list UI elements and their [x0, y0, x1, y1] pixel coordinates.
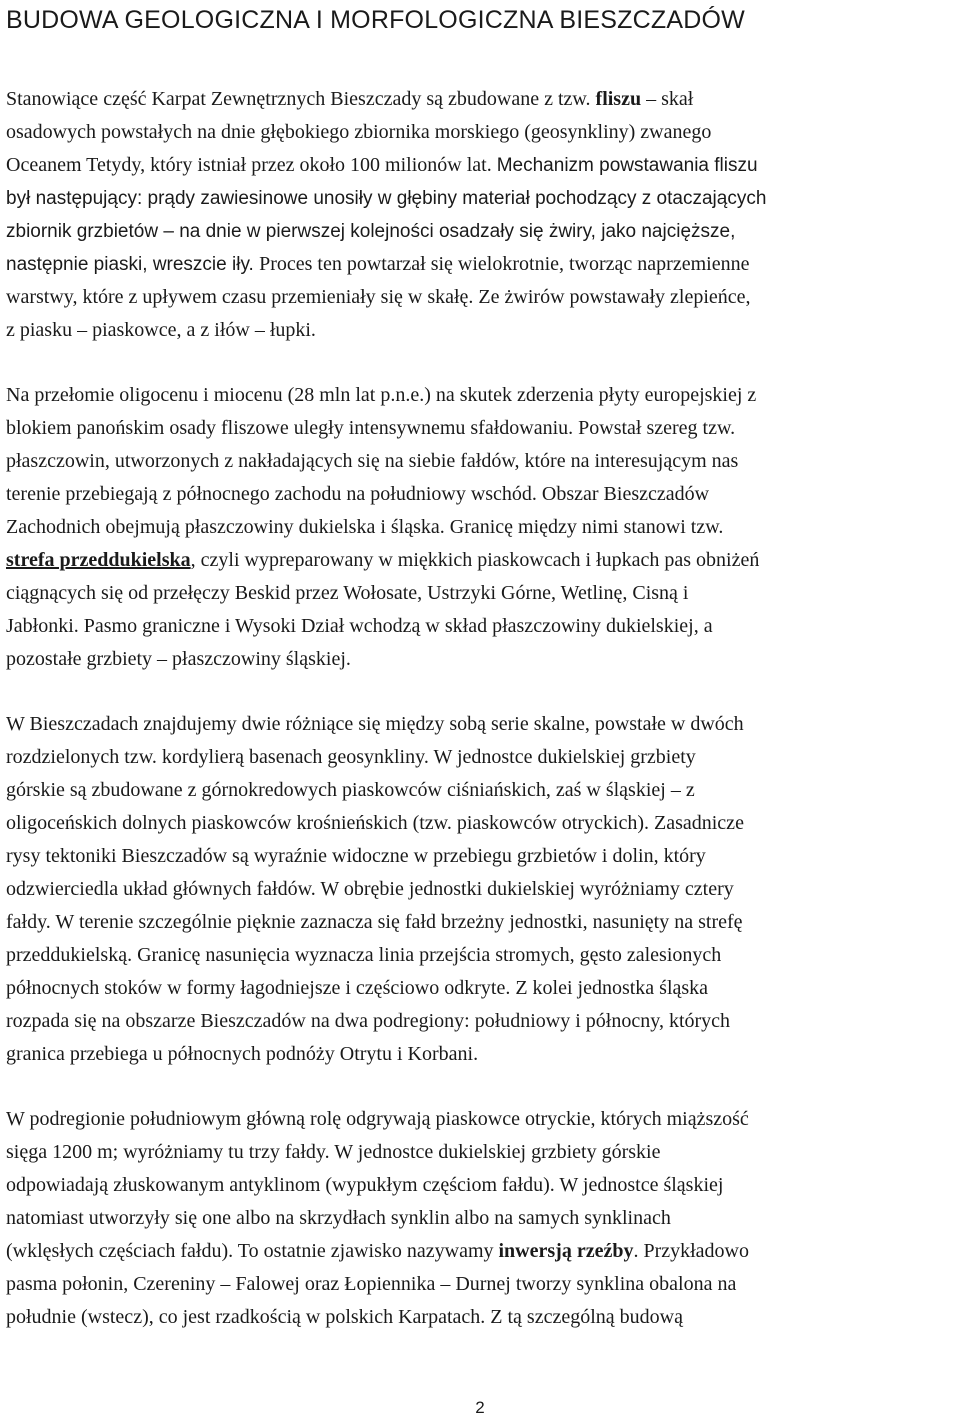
text-run: osadowych powstałych na dnie głębokiego zbiornika morskiego (geosynkliny) zwanego: [6, 121, 712, 143]
text-run: Jabłonki. Pasmo graniczne i Wysoki Dział wchodzą w skład płaszczowiny dukielskiej, a: [6, 615, 713, 637]
text-run: (wklęsłych częściach fałdu). To ostatnie zjawisko nazywamy: [6, 1240, 499, 1262]
text-line: [6, 215, 956, 248]
text-run-sans: Mechanizm powstawania fliszu: [496, 155, 758, 176]
text-run: pasma połonin, Czereniny – Falowej oraz Łopiennika – Durnej tworzy synklina obalona na: [6, 1273, 737, 1295]
text-run: Stanowiące część Karpat Zewnętrznych Bieszczady są zbudowane z tzw.: [6, 88, 596, 110]
text-run: rozdzielonych tzw. kordylierą basenach geosynkliny. W jednostce dukielskiej grzbiety: [6, 746, 696, 768]
text-run-sans: następnie piaski, wreszcie iły.: [6, 254, 260, 275]
text-line: [6, 116, 956, 149]
text-run: Oceanem Tetydy, który istniał przez około 100 milionów lat.: [6, 154, 497, 176]
text-run: W podregionie południowym główną rolę odgrywają piaskowce otryckie, których miąższość: [6, 1108, 749, 1130]
paragraph: [6, 83, 956, 347]
text-run: górskie są zbudowane z górnokredowych piaskowców ciśniańskich, zaś w śląskiej – z: [6, 779, 695, 801]
text-line: [6, 840, 956, 873]
text-line: [6, 314, 956, 347]
text-line: [6, 610, 956, 643]
text-line: [6, 511, 956, 544]
document-title: BUDOWA GEOLOGICZNA I MORFOLOGICZNA BIESZCZADÓW: [6, 6, 745, 34]
paragraph: [6, 1103, 956, 1334]
text-run: blokiem panońskim osady fliszowe uległy intensywnemu sfałdowaniu. Powstał szereg tzw.: [6, 417, 736, 439]
text-line: [6, 643, 956, 676]
text-run: rozpada się na obszarze Bieszczadów na dwa podregiony: południowy i północny, których: [6, 1010, 731, 1032]
text-line: [6, 1235, 956, 1268]
text-run: sięga 1200 m; wyróżniamy tu trzy fałdy. W jednostce dukielskiej grzbiety górskie: [6, 1141, 661, 1163]
text-run: natomiast utworzyły się one albo na skrzydłach synklin albo na samych synklinach: [6, 1207, 671, 1229]
text-run: odzwierciedla układ głównych fałdów. W obrębie jednostki dukielskiej wyróżniamy cztery: [6, 878, 734, 900]
text-run: . Przykładowo: [633, 1240, 749, 1262]
text-line: [6, 939, 956, 972]
text-run: terenie przebiegają z północnego zachodu na południowy wschód. Obszar Bieszczadów: [6, 483, 710, 505]
text-line: [6, 807, 956, 840]
text-run: oligoceńskich dolnych piaskowców krośnieńskich (tzw. piaskowców otryckich). Zasadnicze: [6, 812, 744, 834]
text-line: [6, 1038, 956, 1071]
text-line: [6, 1169, 956, 1202]
text-run: rysy tektoniki Bieszczadów są wyraźnie widoczne w przebiegu grzbietów i dolin, który: [6, 845, 706, 867]
text-line: [6, 445, 956, 478]
text-run: Zachodnich obejmują płaszczowiny dukielska i śląska. Granicę między nimi stanowi tzw.: [6, 516, 724, 538]
text-run-sans: zbiornik grzbietów – na dnie w pierwszej kolejności osadzały się żwiry, jako najcięższe,: [6, 221, 736, 242]
text-line: [6, 577, 956, 610]
bold-term: inwersją rzeźby: [498, 1240, 634, 1262]
text-run: granica przebiega u północnych podnóży Otrytu i Korbani.: [6, 1043, 479, 1065]
text-line: [6, 708, 956, 741]
text-run: odpowiadają złuskowanym antyklinom (wypukłym częściom fałdu). W jednostce śląskiej: [6, 1174, 724, 1196]
text-run: Na przełomie oligocenu i miocenu (28 mln lat p.n.e.) na skutek zderzenia płyty europejskiej z: [6, 384, 757, 406]
text-line: [6, 1136, 956, 1169]
text-run: warstwy, które z upływem czasu przemieniały się w skałę. Ze żwirów powstawały zlepieńce,: [6, 286, 751, 308]
text-line: [6, 281, 956, 314]
text-line: [6, 478, 956, 511]
text-run: W Bieszczadach znajdujemy dwie różniące się między sobą serie skalne, powstałe w dwóch: [6, 713, 744, 735]
text-line: [6, 182, 956, 215]
text-run: południe (wstecz), co jest rzadkością w polskich Karpatach. Z tą szczególną budową: [6, 1306, 683, 1328]
text-run: z piasku – piaskowce, a z iłów – łupki.: [6, 319, 316, 341]
bold-underlined-term: strefa przeddukielska: [6, 549, 191, 571]
text-line: [6, 1268, 956, 1301]
text-run: Proces ten powtarzał się wielokrotnie, tworząc naprzemienne: [259, 253, 750, 275]
text-run: północnych stoków w formy łagodniejsze i częściowo odkryte. Z kolei jednostka śląska: [6, 977, 709, 999]
document-body: [6, 83, 956, 1366]
text-line: [6, 1103, 956, 1136]
bold-term: fliszu: [595, 88, 642, 110]
text-line: [6, 1202, 956, 1235]
text-run: , czyli wypreparowany w miękkich piaskowcach i łupkach pas obniżeń: [190, 549, 760, 571]
text-line: [6, 774, 956, 807]
paragraph: [6, 379, 956, 676]
text-line: [6, 906, 956, 939]
text-run: – skał: [641, 88, 694, 110]
text-run: przeddukielską. Granicę nasunięcia wyznacza linia przejścia stromych, gęsto zalesionych: [6, 944, 722, 966]
text-line: [6, 873, 956, 906]
text-run: fałdy. W terenie szczególnie pięknie zaznacza się fałd brzeżny jednostki, nasunięty na strefę: [6, 911, 743, 933]
text-line: [6, 544, 956, 577]
text-line: [6, 972, 956, 1005]
text-line: [6, 83, 956, 116]
text-line: [6, 248, 956, 281]
page-number: 2: [475, 1398, 485, 1417]
text-run: pozostałe grzbiety – płaszczowiny śląskiej.: [6, 648, 351, 670]
paragraph: [6, 708, 956, 1071]
text-run: płaszczowin, utworzonych z nakładających się na siebie fałdów, które na interesującym nas: [6, 450, 739, 472]
text-line: [6, 1005, 956, 1038]
text-run-sans: był następujący: prądy zawiesinowe unosiły w głębiny materiał pochodzący z otaczających: [6, 188, 767, 209]
text-run: ciągnących się od przełęczy Beskid przez Wołosate, Ustrzyki Górne, Wetlinę, Cisną i: [6, 582, 689, 604]
text-line: [6, 379, 956, 412]
text-line: [6, 1301, 956, 1334]
text-line: [6, 412, 956, 445]
text-line: [6, 149, 956, 182]
text-line: [6, 741, 956, 774]
